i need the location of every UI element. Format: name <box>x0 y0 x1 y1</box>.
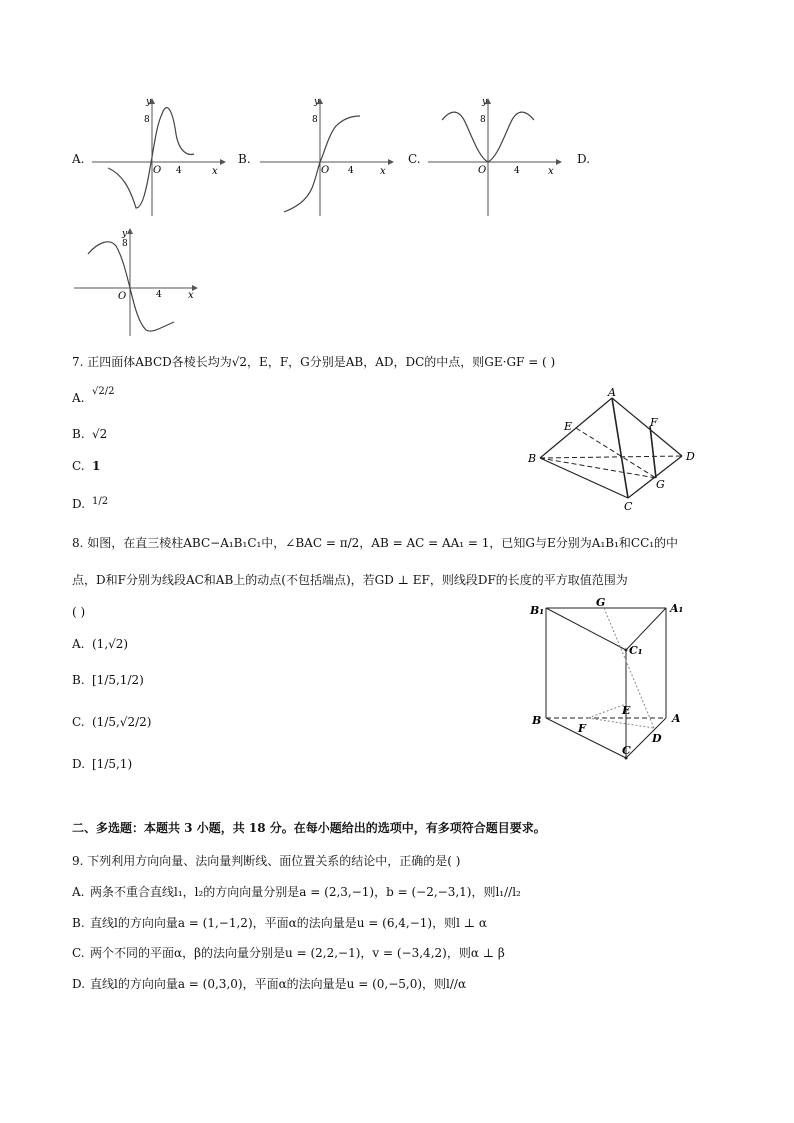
q7-option-c-label: C. <box>72 459 85 473</box>
q7-option-d-value: 1/2 <box>92 496 109 507</box>
q9-option-c-value: 两个不同的平面α，β的法向量分别是u = (2,2,−1)，v = (−3,4,2)，则α ⊥ β <box>90 946 505 960</box>
q6b-y-label: y <box>314 97 320 107</box>
q8-option-b-value: [1/5,1/2) <box>92 673 144 687</box>
q9-option-b-value: 直线l的方向向量a = (1,−1,2)，平面α的法向量是u = (6,4,−1)，则l ⊥ α <box>90 916 487 930</box>
q8-label-e: E <box>622 704 631 717</box>
q6-graph-a <box>88 96 228 220</box>
q6d-tick-4: 4 <box>156 290 162 300</box>
q6d-tick-8: 8 <box>122 239 128 249</box>
q6d-x-label: x <box>188 290 194 301</box>
q7-stem: 7. 正四面体ABCD各棱长均为√2，E，F，G分别是AB，AD，DC的中点，则GE·GF = ( ) <box>72 355 556 369</box>
q7-label-f: F <box>650 416 658 429</box>
q7-option-a-value: √2/2 <box>92 386 115 397</box>
q6-option-a-label: A. <box>72 152 85 166</box>
q8-label-d: D <box>652 732 662 745</box>
q7-label-c: C <box>624 500 633 513</box>
q6d-origin: O <box>118 291 127 302</box>
q8-option-b-label: B. <box>72 673 85 687</box>
q6-option-d-label: D. <box>577 152 591 166</box>
q8-prism-figure <box>526 596 696 766</box>
q7-tetrahedron-figure <box>524 386 704 518</box>
q6a-tick-4: 4 <box>176 166 182 176</box>
q8-label-c1: C₁ <box>629 644 643 657</box>
q9-option-a-label: A. <box>72 885 85 899</box>
q8-option-c-value: (1/5,√2/2) <box>92 715 152 729</box>
q7-option-b-label: B. <box>72 427 85 441</box>
q9-option-a-value: 两条不重合直线l₁，l₂的方向向量分别是a = (2,3,−1)，b = (−2,−3,1)，则l₁//l₂ <box>90 885 521 899</box>
q8-stem-line1: 8. 如图，在直三棱柱ABC−A₁B₁C₁中，∠BAC = π/2，AB = AC = AA₁ = 1，已知G与E分别为A₁B₁和CC₁的中 <box>72 536 679 550</box>
q7-label-g: G <box>656 478 665 491</box>
q9-option-c-label: C. <box>72 946 85 960</box>
q8-label-g: G <box>596 596 606 609</box>
q6b-tick-8: 8 <box>312 115 318 125</box>
q7-label-b: B <box>528 452 537 465</box>
q8-label-f: F <box>578 722 586 735</box>
q7-option-c-value: 1 <box>92 459 101 473</box>
q8-option-c-label: C. <box>72 715 85 729</box>
q9-option-d-label: D. <box>72 977 86 991</box>
q6b-tick-4: 4 <box>348 166 354 176</box>
q6c-y-label: y <box>482 97 488 107</box>
q7-label-a: A <box>608 386 616 399</box>
q9-option-b-label: B. <box>72 916 85 930</box>
q6-option-c-label: C. <box>408 152 421 166</box>
q7-option-a-label: A. <box>72 391 85 405</box>
q8-label-a1: A₁ <box>670 602 684 615</box>
q6a-tick-8: 8 <box>144 115 150 125</box>
q7-label-d: D <box>686 450 695 463</box>
q7-label-e: E <box>564 420 573 433</box>
q8-stem-line2: 点，D和F分别为线段AC和AB上的动点(不包括端点)，若GD ⊥ EF，则线段DF的长度的平方取值范围为 <box>72 573 628 587</box>
q6a-y-label: y <box>146 97 152 107</box>
q6c-tick-4: 4 <box>514 166 520 176</box>
q6-graph-b <box>256 96 396 220</box>
q8-option-a-value: (1,√2) <box>92 637 129 651</box>
q7-option-b-value: √2 <box>92 427 108 441</box>
q9-option-d-value: 直线l的方向向量a = (0,3,0)，平面α的法向量是u = (0,−5,0)，则l//α <box>90 977 467 991</box>
q6c-x-label: x <box>548 166 554 177</box>
q8-option-d-value: [1/5,1) <box>92 757 133 771</box>
q8-option-a-label: A. <box>72 637 85 651</box>
q6-graph-d <box>70 226 206 338</box>
section2-heading: 二、多选题：本题共 3 小题，共 18 分。在每小题给出的选项中，有多项符合题目要求。 <box>72 821 546 835</box>
q6b-origin: O <box>321 165 330 176</box>
q6b-x-label: x <box>380 166 386 177</box>
q8-stem-line3: ( ) <box>72 605 86 619</box>
q6a-origin: O <box>153 165 162 176</box>
q8-option-d-label: D. <box>72 757 86 771</box>
q6d-y-label: y <box>122 229 128 239</box>
q6-graph-c <box>424 96 564 220</box>
q6c-origin: O <box>478 165 487 176</box>
q8-label-c: C <box>622 744 631 757</box>
q6-option-b-label: B. <box>238 152 251 166</box>
q8-label-b: B <box>532 714 542 727</box>
q6c-tick-8: 8 <box>480 115 486 125</box>
q7-option-d-label: D. <box>72 497 86 511</box>
q8-label-a: A <box>672 712 681 725</box>
q6a-x-label: x <box>212 166 218 177</box>
q9-stem: 9. 下列利用方向向量、法向量判断线、面位置关系的结论中，正确的是( ) <box>72 854 461 868</box>
q8-label-b1: B₁ <box>530 604 545 617</box>
